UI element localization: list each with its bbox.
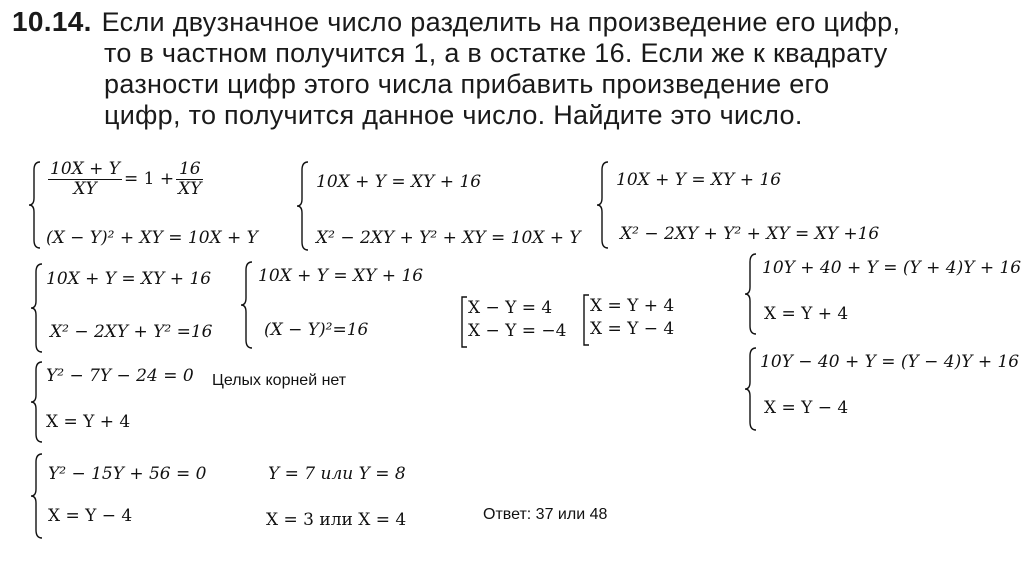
equation-system-3 — [596, 160, 896, 250]
fraction: $\frac{10X + Y}{XY}$ — [50, 159, 121, 199]
system-brace — [30, 262, 44, 354]
system9-equation-1: Y² − 15Y + 56 = 0 — [48, 464, 207, 484]
system-brace — [240, 260, 254, 350]
fraction: $\frac{16}{XY}$ — [178, 159, 202, 199]
equation-union-2 — [582, 294, 702, 346]
problem-number: 10.14. — [12, 6, 92, 37]
equation-system-4 — [30, 262, 250, 354]
union-bracket — [582, 294, 590, 346]
system8-equation-1: Y² − 7Y − 24 = 0 — [46, 366, 194, 386]
system2-equation-2: X² − 2XY + Y² + XY = 10X + Y — [316, 228, 581, 248]
system-brace — [30, 360, 44, 444]
equation-system-9 — [30, 452, 250, 540]
equation-system-2 — [296, 160, 596, 252]
problem-line-2: то в частном получится 1, а в остатке 16. Если же к квадрату — [104, 38, 888, 68]
equation-system-8 — [30, 360, 230, 444]
x-roots: X = 3 или X = 4 — [266, 510, 407, 530]
system1-equation-2: (X − Y)² + XY = 10X + Y — [46, 228, 258, 248]
problem-line-4: цифр, то получится данное число. Найдите это число. — [104, 100, 803, 130]
system-brace — [744, 252, 758, 336]
union1-equation-1: X − Y = 4 — [468, 298, 553, 318]
problem-statement — [12, 6, 1012, 131]
y-roots: Y = 7 или Y = 8 — [268, 464, 406, 484]
system7-equation-2: X = Y − 4 — [764, 398, 849, 418]
system5-equation-2: (X − Y)²=16 — [264, 320, 369, 340]
system6-equation-1: 10Y + 40 + Y = (Y + 4)Y + 16 — [762, 258, 1022, 278]
answer: Ответ: 37 или 48 — [483, 506, 608, 523]
equation-union-1 — [460, 296, 580, 348]
problem-line-1: 10.14. Если двузначное число разделить на произведение его цифр, — [12, 6, 901, 37]
system-brace — [28, 160, 42, 250]
system9-equation-2: X = Y − 4 — [48, 506, 133, 526]
system-brace — [296, 160, 310, 252]
system6-equation-2: X = Y + 4 — [764, 304, 849, 324]
system5-equation-1: 10X + Y = XY + 16 — [258, 266, 424, 286]
union-bracket — [460, 296, 468, 348]
system8-equation-2: X = Y + 4 — [46, 412, 131, 432]
system3-equation-1: 10X + Y = XY + 16 — [616, 170, 782, 190]
system-brace — [596, 160, 610, 250]
equation-system-5 — [240, 260, 440, 350]
union2-equation-2: X = Y − 4 — [590, 319, 675, 339]
system4-equation-1: 10X + Y = XY + 16 — [46, 269, 212, 289]
system4-equation-2: X² − 2XY + Y² =16 — [50, 322, 213, 342]
problem-line-3: разности цифр этого числа прибавить произведение его — [104, 69, 830, 99]
system2-equation-1: 10X + Y = XY + 16 — [316, 172, 482, 192]
union2-equation-1: X = Y + 4 — [590, 296, 675, 316]
union1-equation-2: X − Y = −4 — [468, 321, 567, 341]
equation-system-1 — [28, 160, 288, 250]
equation-system-7 — [744, 346, 1024, 432]
system3-equation-2: X² − 2XY + Y² + XY = XY +16 — [620, 224, 880, 244]
equation-system-6 — [744, 252, 1024, 336]
no-integer-roots-note: Целых корней нет — [212, 372, 347, 389]
system1-equation-1: $\frac{10X + Y}{XY}$ = 1 + $\frac{16}{XY}$ — [50, 159, 202, 199]
system7-equation-1: 10Y − 40 + Y = (Y − 4)Y + 16 — [760, 352, 1020, 372]
system-brace — [30, 452, 44, 540]
system-brace — [744, 346, 758, 432]
